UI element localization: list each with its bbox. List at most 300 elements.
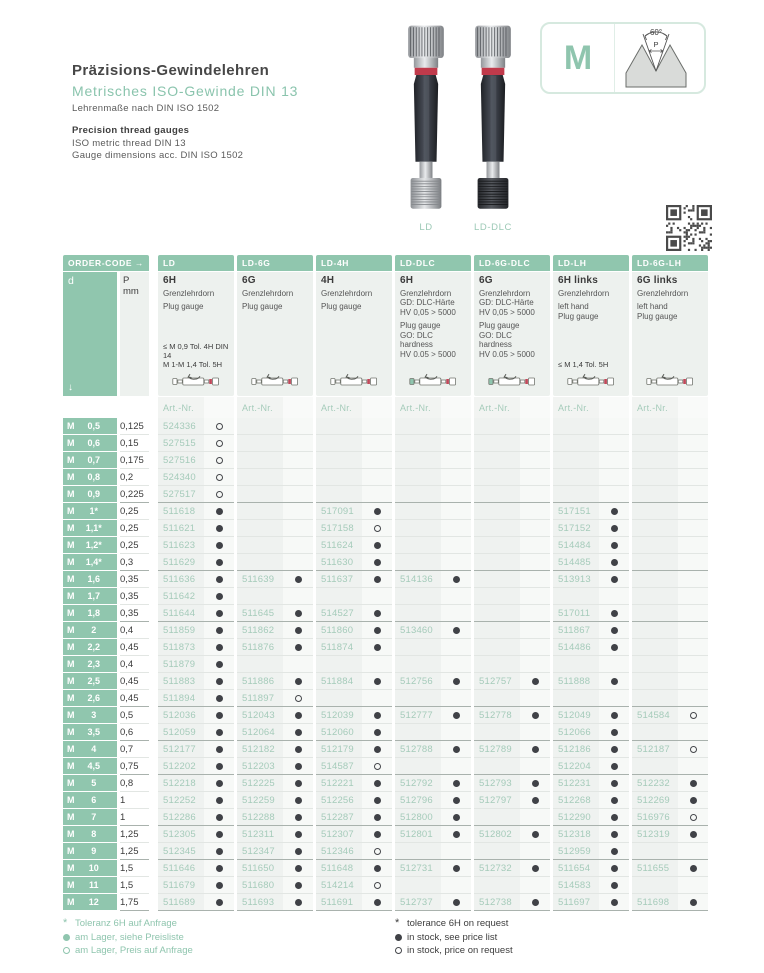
order-cell-LD-6G: [237, 690, 313, 707]
article-number: 511630: [321, 556, 354, 568]
art-nr-label: Art.-Nr.: [158, 397, 234, 418]
stock-dot-filled-icon: [611, 763, 618, 770]
article-number: 511867: [558, 624, 591, 636]
stock-dot-filled-icon: [216, 899, 223, 906]
stock-dot-filled-icon: [611, 848, 618, 855]
article-number: 511689: [163, 896, 196, 908]
order-cell-LD: [158, 554, 234, 571]
stock-dot-filled-icon: [295, 644, 302, 651]
order-cell-LD-6G-LH: [632, 843, 708, 860]
order-cell-LD-6G-LH: [632, 860, 708, 877]
article-number: 512319: [637, 828, 670, 840]
pitch-value: 0,35: [120, 571, 149, 588]
order-cell-LD-DLC: [395, 452, 471, 469]
stock-indicator: [204, 831, 234, 838]
stock-dot-filled-icon: [690, 780, 697, 787]
order-cell-LD-6G: [237, 503, 313, 520]
column-head-box-LD-6G-LH: [632, 272, 708, 396]
pitch-value: 0,45: [120, 673, 149, 690]
article-number: 512269: [637, 794, 670, 806]
order-cell-LD-DLC: [395, 707, 471, 724]
stock-indicator: [441, 576, 471, 583]
stock-indicator: [520, 746, 550, 753]
article-number: 512203: [242, 760, 275, 772]
row-label-size: 1,1*: [85, 523, 102, 533]
order-cell-LD-6G-DLC: [474, 877, 550, 894]
article-number: 511646: [163, 862, 196, 874]
row-label-m: M: [67, 676, 75, 686]
order-cell-LD-DLC: [395, 724, 471, 741]
row-label: [63, 588, 117, 605]
row-label-size: 0,7: [87, 455, 100, 465]
row-label: [63, 673, 117, 690]
stock-indicator: [520, 899, 550, 906]
stock-indicator: [599, 780, 629, 787]
order-cell-LD-LH: [553, 656, 629, 673]
article-number: 512778: [479, 709, 512, 721]
header-english-block: [72, 125, 298, 163]
column-desc-de: Grenzlehrdorn: [321, 288, 373, 298]
plug-gauge-photo-ld-dlc: [466, 24, 520, 233]
art-nr-label: Art.-Nr.: [474, 397, 550, 418]
stock-dot-filled-icon: [611, 678, 618, 685]
row-label: [63, 843, 117, 860]
article-number: 512737: [400, 896, 433, 908]
order-cell-LD-DLC: [395, 588, 471, 605]
order-cell-LD-6G-DLC: [474, 860, 550, 877]
stock-dot-filled-icon: [453, 831, 460, 838]
row-label-size: 0,9: [87, 489, 100, 499]
tolerance-class-label: 6H: [400, 275, 414, 286]
stock-indicator: [441, 746, 471, 753]
article-number: 512346: [321, 845, 354, 857]
order-cell-LD-6G-DLC: [474, 639, 550, 656]
row-label-m: M: [67, 744, 75, 754]
stock-dot-open-icon: [216, 440, 223, 447]
column-desc-de: Grenzlehrdorn: [637, 288, 689, 298]
order-cell-LD-LH: [553, 775, 629, 792]
stock-indicator: [362, 746, 392, 753]
order-cell-LD: [158, 469, 234, 486]
order-cell-LD-LH: [553, 792, 629, 809]
stock-dot-filled-icon: [216, 661, 223, 668]
stock-indicator: [204, 508, 234, 515]
stock-dot-filled-icon: [611, 797, 618, 804]
stock-indicator: [204, 899, 234, 906]
row-label: [63, 877, 117, 894]
stock-indicator: [204, 610, 234, 617]
order-cell-LD-6G: [237, 622, 313, 639]
table-row: [63, 707, 709, 724]
order-cell-LD-6G-DLC: [474, 588, 550, 605]
order-cell-LD-6G: [237, 537, 313, 554]
order-cell-LD-4H: [316, 639, 392, 656]
article-number: 514486: [558, 641, 591, 653]
table-row: [63, 452, 709, 469]
stock-dot-open-icon: [374, 848, 381, 855]
row-label-m: M: [67, 693, 75, 703]
row-label-size: 2: [91, 625, 97, 635]
order-cell-LD-6G-LH: [632, 418, 708, 435]
stock-indicator: [678, 746, 708, 753]
article-number: 512800: [400, 811, 433, 823]
stock-indicator: [362, 525, 392, 532]
order-cell-LD-LH: [553, 724, 629, 741]
order-cell-LD-LH: [553, 554, 629, 571]
stock-dot-filled-icon: [216, 593, 223, 600]
row-label: [63, 554, 117, 571]
order-cell-LD-6G: [237, 605, 313, 622]
article-number: 511859: [163, 624, 196, 636]
stock-indicator: [204, 559, 234, 566]
pitch-value: 0,35: [120, 605, 149, 622]
row-label-size: 1,4*: [85, 557, 102, 567]
art-nr-label: Art.-Nr.: [395, 397, 471, 418]
legend-dot: [395, 947, 402, 954]
order-cell-LD: [158, 622, 234, 639]
stock-indicator: [520, 797, 550, 804]
column-head-box-LD-LH: [553, 272, 629, 396]
stock-indicator: [204, 644, 234, 651]
stock-dot-filled-icon: [374, 746, 381, 753]
order-cell-LD: [158, 724, 234, 741]
stock-dot-filled-icon: [216, 525, 223, 532]
article-number: 512792: [400, 777, 433, 789]
page-title-de: Präzisions-Gewindelehren: [72, 62, 270, 79]
order-cell-LD-6G-DLC: [474, 656, 550, 673]
stock-dot-filled-icon: [453, 814, 460, 821]
order-cell-LD-4H: [316, 435, 392, 452]
page-line-en2: Gauge dimensions acc. DIN ISO 1502: [72, 150, 244, 161]
order-cell-LD-DLC: [395, 605, 471, 622]
stock-indicator: [362, 644, 392, 651]
table-row: [63, 605, 709, 622]
gauge-label-ld-dlc: LD-DLC: [474, 222, 512, 233]
stock-dot-filled-icon: [216, 763, 223, 770]
stock-indicator: [204, 627, 234, 634]
stock-indicator: [283, 865, 313, 872]
article-number: 512049: [558, 709, 591, 721]
stock-indicator: [362, 899, 392, 906]
stock-indicator: [283, 899, 313, 906]
order-cell-LD-DLC: [395, 537, 471, 554]
article-number: 514484: [558, 539, 591, 551]
article-number: 511886: [242, 675, 275, 687]
order-cell-LD-DLC: [395, 877, 471, 894]
stock-indicator: [599, 559, 629, 566]
stock-dot-filled-icon: [611, 542, 618, 549]
order-cell-LD-4H: [316, 537, 392, 554]
gauge-label-ld: LD: [419, 222, 433, 233]
order-cell-LD-6G: [237, 486, 313, 503]
legend-text: in stock, see price list: [407, 931, 498, 943]
order-cell-LD-LH: [553, 486, 629, 503]
order-cell-LD-6G: [237, 435, 313, 452]
stock-indicator: [204, 882, 234, 889]
column-desc-de: Grenzlehrdorn: [400, 288, 452, 298]
stock-indicator: [283, 746, 313, 753]
stock-indicator: [599, 678, 629, 685]
order-cell-LD-DLC: [395, 520, 471, 537]
order-cell-LD-6G-LH: [632, 469, 708, 486]
article-number: 514587: [321, 760, 354, 772]
order-cell-LD-6G-LH: [632, 656, 708, 673]
order-cell-LD-4H: [316, 605, 392, 622]
order-cell-LD-4H: [316, 792, 392, 809]
pitch-value: 0,25: [120, 520, 149, 537]
row-label-m: M: [67, 489, 75, 499]
stock-dot-filled-icon: [216, 848, 223, 855]
article-number: 512311: [242, 828, 275, 840]
row-label-m: M: [67, 557, 75, 567]
art-nr-label: Art.-Nr.: [553, 397, 629, 418]
stock-indicator: [599, 831, 629, 838]
stock-indicator: [362, 610, 392, 617]
order-cell-LD-6G: [237, 724, 313, 741]
stock-dot-filled-icon: [295, 763, 302, 770]
order-cell-LD-6G: [237, 588, 313, 605]
article-number: 511897: [242, 692, 275, 704]
article-number: 512802: [479, 828, 512, 840]
plug-gauge-icon: [646, 373, 696, 393]
stock-dot-filled-icon: [216, 831, 223, 838]
pitch-value: 0,125: [120, 418, 149, 435]
order-cell-LD-LH: [553, 860, 629, 877]
article-number: 517152: [558, 522, 591, 534]
stock-dot-filled-icon: [216, 695, 223, 702]
order-cell-LD-LH: [553, 503, 629, 520]
legend-text: am Lager, siehe Preisliste: [75, 931, 184, 943]
stock-indicator: [599, 644, 629, 651]
article-number: 512347: [242, 845, 275, 857]
stock-indicator: [362, 763, 392, 770]
order-cell-LD-6G-LH: [632, 537, 708, 554]
stock-indicator: [599, 508, 629, 515]
page-line-de: Lehrenmaße nach DIN ISO 1502: [72, 103, 220, 114]
article-number: 512225: [242, 777, 275, 789]
order-cell-LD: [158, 707, 234, 724]
stock-dot-filled-icon: [611, 610, 618, 617]
table-row: [63, 792, 709, 809]
order-cell-LD-6G-DLC: [474, 809, 550, 826]
table-row: [63, 741, 709, 758]
row-label: [63, 435, 117, 452]
stock-indicator: [204, 763, 234, 770]
order-cell-LD-4H: [316, 554, 392, 571]
stock-indicator: [204, 474, 234, 481]
column-desc-de: GD: DLC-Härte: [479, 298, 534, 307]
order-cell-LD-DLC: [395, 894, 471, 911]
article-number: 511874: [321, 641, 354, 653]
order-cell-LD-LH: [553, 707, 629, 724]
column-header-LD-LH: LD-LH: [553, 255, 629, 271]
tolerance-class-label: 4H: [321, 275, 335, 286]
order-cell-LD-4H: [316, 843, 392, 860]
table-row: [63, 622, 709, 639]
order-cell-LD-6G: [237, 741, 313, 758]
article-number: 512218: [163, 777, 196, 789]
stock-indicator: [204, 797, 234, 804]
row-label-m: M: [67, 421, 75, 431]
order-cell-LD-6G: [237, 707, 313, 724]
order-cell-LD-6G-LH: [632, 588, 708, 605]
stock-indicator: [362, 508, 392, 515]
article-number: 512756: [400, 675, 433, 687]
table-row: [63, 435, 709, 452]
order-cell-LD-6G: [237, 656, 313, 673]
stock-dot-filled-icon: [611, 831, 618, 838]
article-number: 511873: [163, 641, 196, 653]
svg-text:P: P: [652, 40, 659, 49]
order-cell-LD-4H: [316, 741, 392, 758]
stock-dot-filled-icon: [216, 627, 223, 634]
plug-gauge-icon: [567, 373, 617, 393]
stock-indicator: [283, 644, 313, 651]
order-cell-LD-6G: [237, 639, 313, 656]
table-row: [63, 724, 709, 741]
row-label-size: 1,7: [87, 591, 100, 601]
stock-dot-filled-icon: [374, 865, 381, 872]
article-number: 512259: [242, 794, 275, 806]
pitch-value: 0,3: [120, 554, 149, 571]
article-number: 511618: [163, 505, 196, 517]
order-cell-LD-6G: [237, 826, 313, 843]
article-number: 511654: [558, 862, 591, 874]
table-row: [63, 690, 709, 707]
article-number: 517091: [321, 505, 354, 517]
order-cell-LD-6G-DLC: [474, 758, 550, 775]
stock-indicator: [283, 729, 313, 736]
stock-dot-filled-icon: [295, 797, 302, 804]
stock-indicator: [204, 661, 234, 668]
order-cell-LD-4H: [316, 894, 392, 911]
order-cell-LD-LH: [553, 520, 629, 537]
article-number: 512796: [400, 794, 433, 806]
pitch-value: 0,25: [120, 537, 149, 554]
article-number: 511888: [558, 675, 591, 687]
stock-indicator: [204, 865, 234, 872]
order-cell-LD-4H: [316, 503, 392, 520]
stock-indicator: [362, 831, 392, 838]
row-label-size: 1,2*: [85, 540, 102, 550]
stock-dot-filled-icon: [611, 627, 618, 634]
article-number: 512036: [163, 709, 196, 721]
stock-indicator: [362, 848, 392, 855]
article-number: 512793: [479, 777, 512, 789]
stock-dot-open-icon: [690, 712, 697, 719]
stock-indicator: [204, 848, 234, 855]
stock-dot-filled-icon: [295, 814, 302, 821]
stock-indicator: [204, 695, 234, 702]
order-cell-LD: [158, 860, 234, 877]
row-label-m: M: [67, 574, 75, 584]
row-label-m: M: [67, 710, 75, 720]
p-unit-label: mm: [123, 286, 139, 297]
row-label-m: M: [67, 608, 75, 618]
stock-dot-filled-icon: [216, 712, 223, 719]
order-cell-LD-6G-DLC: [474, 792, 550, 809]
article-number: 512732: [479, 862, 512, 874]
stock-indicator: [283, 627, 313, 634]
column-desc-de: HV 0,05 > 5000: [400, 307, 456, 317]
article-number: 527515: [163, 437, 196, 449]
legend-text: Toleranz 6H auf Anfrage: [75, 918, 177, 929]
order-cell-LD-6G-DLC: [474, 826, 550, 843]
order-cell-LD-LH: [553, 639, 629, 656]
plug-gauge-icon: [330, 373, 380, 393]
row-label-m: M: [67, 642, 75, 652]
article-number: 511655: [637, 862, 670, 874]
order-table: [63, 255, 709, 911]
note-line: ≤ M 0,9 Tol. 4H DIN 14: [163, 341, 229, 360]
row-label-m: M: [67, 472, 75, 482]
asterisk-icon: [395, 919, 407, 928]
article-number: 512286: [163, 811, 196, 823]
order-code-label: ORDER-CODE: [68, 258, 133, 268]
stock-indicator: [599, 712, 629, 719]
order-cell-LD-LH: [553, 418, 629, 435]
stock-indicator: [362, 542, 392, 549]
order-cell-LD-6G: [237, 469, 313, 486]
order-cell-LD-4H: [316, 452, 392, 469]
row-label-m: M: [67, 438, 75, 448]
article-number: 511650: [242, 862, 275, 874]
stock-indicator: [204, 491, 234, 498]
stock-dot-filled-icon: [532, 780, 539, 787]
column-desc-en: [242, 302, 309, 312]
row-label-m: M: [67, 897, 75, 907]
stock-dot-filled-icon: [216, 729, 223, 736]
order-cell-LD: [158, 690, 234, 707]
pitch-value: 1: [120, 809, 149, 826]
stock-dot-filled-icon: [611, 746, 618, 753]
row-label: [63, 656, 117, 673]
row-label: [63, 486, 117, 503]
order-cell-LD-4H: [316, 809, 392, 826]
order-cell-LD-6G-LH: [632, 571, 708, 588]
stock-indicator: [678, 797, 708, 804]
legend-text: tolerance 6H on request: [407, 918, 509, 929]
stock-indicator: [441, 831, 471, 838]
table-row: [63, 673, 709, 690]
stock-indicator: [599, 525, 629, 532]
stock-dot-open-icon: [216, 423, 223, 430]
article-number: 512204: [558, 760, 591, 772]
order-cell-LD: [158, 435, 234, 452]
order-cell-LD-DLC: [395, 809, 471, 826]
tolerance-class-label: 6H: [163, 275, 177, 286]
pitch-value: 0,5: [120, 707, 149, 724]
legend-dot: [63, 947, 70, 954]
plug-gauge-dlc-image: [467, 24, 519, 217]
order-cell-LD-DLC: [395, 775, 471, 792]
pitch-value: 1,25: [120, 843, 149, 860]
article-number: 512187: [637, 743, 670, 755]
row-label-size: 0,5: [87, 421, 100, 431]
row-label-size: 6: [91, 795, 97, 805]
legend-dot: [63, 934, 70, 941]
order-cell-LD-DLC: [395, 622, 471, 639]
table-row: [63, 520, 709, 537]
column-desc-en: [637, 302, 704, 321]
article-number: 512043: [242, 709, 275, 721]
article-number: 511698: [637, 896, 670, 908]
order-cell-LD: [158, 877, 234, 894]
order-cell-LD-DLC: [395, 656, 471, 673]
pitch-header: [120, 272, 149, 396]
stock-dot-filled-icon: [374, 678, 381, 685]
article-number: 512059: [163, 726, 196, 738]
